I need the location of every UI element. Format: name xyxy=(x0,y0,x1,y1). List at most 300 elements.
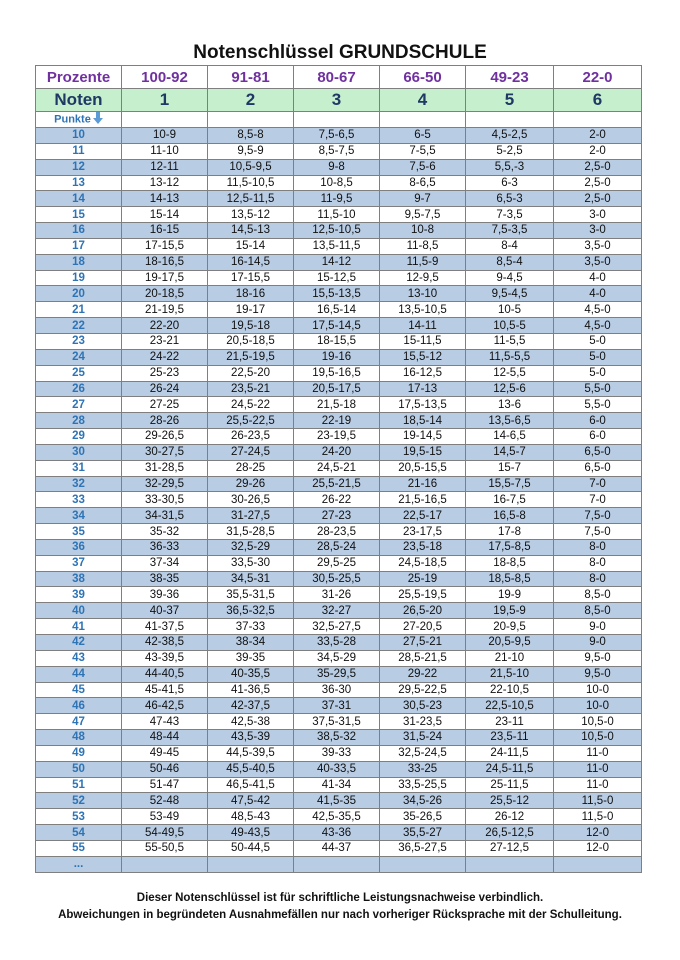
range-cell: 37-33 xyxy=(208,619,294,635)
table-row xyxy=(36,555,642,571)
grade-2: 2 xyxy=(208,89,294,112)
range-cell: 24-20 xyxy=(294,444,380,460)
range-cell: 15-7 xyxy=(466,460,554,476)
range-cell: 13-10 xyxy=(380,286,466,302)
range-cell: 6,5-0 xyxy=(554,444,642,460)
points-cell: 36 xyxy=(36,539,122,555)
grade-1: 1 xyxy=(122,89,208,112)
arrow-down-icon xyxy=(93,112,103,127)
table-row xyxy=(36,619,642,635)
grade-4: 4 xyxy=(380,89,466,112)
range-cell: 22,5-17 xyxy=(380,508,466,524)
grade-3: 3 xyxy=(294,89,380,112)
range-cell: 31-28,5 xyxy=(122,460,208,476)
range-cell: 20,5-15,5 xyxy=(380,460,466,476)
points-cell: 42 xyxy=(36,635,122,651)
range-cell: 34-31,5 xyxy=(122,508,208,524)
range-cell: 13,5-11,5 xyxy=(294,238,380,254)
range-cell: 30,5-25,5 xyxy=(294,571,380,587)
range-cell: 23-19,5 xyxy=(294,429,380,445)
points-cell: 19 xyxy=(36,270,122,286)
range-cell: 10-9 xyxy=(122,128,208,144)
range-cell: 49-43,5 xyxy=(208,825,294,841)
range-cell: 11-9,5 xyxy=(294,191,380,207)
range-cell: 17-15,5 xyxy=(122,238,208,254)
range-cell: 14-6,5 xyxy=(466,429,554,445)
range-cell: 17,5-13,5 xyxy=(380,397,466,413)
range-cell: 42-38,5 xyxy=(122,635,208,651)
range-cell: 17-15,5 xyxy=(208,270,294,286)
range-cell: 23,5-21 xyxy=(208,381,294,397)
range-cell: 24,5-11,5 xyxy=(466,761,554,777)
table-row xyxy=(36,650,642,666)
points-cell: 43 xyxy=(36,650,122,666)
range-cell: 24-11,5 xyxy=(466,745,554,761)
table-row xyxy=(36,349,642,365)
range-cell: 4-0 xyxy=(554,270,642,286)
percent-range-6: 22-0 xyxy=(554,66,642,89)
range-cell: 19-16 xyxy=(294,349,380,365)
table-row xyxy=(36,825,642,841)
range-cell: 7,5-3,5 xyxy=(466,223,554,239)
range-cell: 28-23,5 xyxy=(294,524,380,540)
range-cell: 29,5-22,5 xyxy=(380,682,466,698)
points-cell: 45 xyxy=(36,682,122,698)
points-cell: 18 xyxy=(36,254,122,270)
range-cell: 7-3,5 xyxy=(466,207,554,223)
points-cell: 20 xyxy=(36,286,122,302)
range-cell: 5-0 xyxy=(554,333,642,349)
table-row xyxy=(36,333,642,349)
percent-range-4: 66-50 xyxy=(380,66,466,89)
range-cell: 9,5-9 xyxy=(208,143,294,159)
range-cell: 18-16,5 xyxy=(122,254,208,270)
range-cell: 34,5-31 xyxy=(208,571,294,587)
range-cell: 7,5-6,5 xyxy=(294,128,380,144)
range-cell: 7,5-6 xyxy=(380,159,466,175)
percent-header-row xyxy=(36,66,642,89)
range-cell: 36-30 xyxy=(294,682,380,698)
points-cell: 31 xyxy=(36,460,122,476)
table-row xyxy=(36,539,642,555)
points-cell: 17 xyxy=(36,238,122,254)
range-cell: 9,5-0 xyxy=(554,650,642,666)
range-cell: 23-17,5 xyxy=(380,524,466,540)
table-row xyxy=(36,666,642,682)
range-cell: 35-32 xyxy=(122,524,208,540)
range-cell: 21-16 xyxy=(380,476,466,492)
range-cell: 19-17 xyxy=(208,302,294,318)
range-cell: 29-26,5 xyxy=(122,429,208,445)
range-cell: 11-10 xyxy=(122,143,208,159)
range-cell: 32,5-27,5 xyxy=(294,619,380,635)
points-cell: 51 xyxy=(36,777,122,793)
table-row xyxy=(36,492,642,508)
range-cell: 19,5-15 xyxy=(380,444,466,460)
range-cell: 42,5-35,5 xyxy=(294,809,380,825)
range-cell: 15-14 xyxy=(208,238,294,254)
range-cell: 11,5-0 xyxy=(554,793,642,809)
range-cell: 27-25 xyxy=(122,397,208,413)
range-cell: 21,5-10 xyxy=(466,666,554,682)
range-cell: 11-5,5 xyxy=(466,333,554,349)
percent-range-1: 100-92 xyxy=(122,66,208,89)
range-cell: 19-17,5 xyxy=(122,270,208,286)
range-cell: 22-10,5 xyxy=(466,682,554,698)
range-cell: 7,5-0 xyxy=(554,508,642,524)
range-cell: 39-36 xyxy=(122,587,208,603)
range-cell: 47-43 xyxy=(122,714,208,730)
points-cell: 53 xyxy=(36,809,122,825)
table-row xyxy=(36,714,642,730)
range-cell: 44-40,5 xyxy=(122,666,208,682)
range-cell: 10-0 xyxy=(554,698,642,714)
range-cell: 13,5-10,5 xyxy=(380,302,466,318)
range-cell: 46,5-41,5 xyxy=(208,777,294,793)
points-cell: 44 xyxy=(36,666,122,682)
range-cell: 32,5-29 xyxy=(208,539,294,555)
range-cell: 13-6 xyxy=(466,397,554,413)
range-cell: 41-37,5 xyxy=(122,619,208,635)
range-cell: 26-22 xyxy=(294,492,380,508)
grade-6: 6 xyxy=(554,89,642,112)
range-cell: 16-12,5 xyxy=(380,365,466,381)
range-cell: 35,5-27 xyxy=(380,825,466,841)
range-cell: 31-27,5 xyxy=(208,508,294,524)
range-cell: 19,5-16,5 xyxy=(294,365,380,381)
range-cell: 21,5-18 xyxy=(294,397,380,413)
points-cell: 23 xyxy=(36,333,122,349)
range-cell: 20,5-18,5 xyxy=(208,333,294,349)
range-cell: 4,5-2,5 xyxy=(466,128,554,144)
range-cell: 17-13 xyxy=(380,381,466,397)
range-cell: 10,5-0 xyxy=(554,714,642,730)
range-cell: 25,5-21,5 xyxy=(294,476,380,492)
points-cell: 47 xyxy=(36,714,122,730)
range-cell: 10,5-0 xyxy=(554,730,642,746)
page-title: Notenschlüssel GRUNDSCHULE xyxy=(193,42,487,63)
table-row xyxy=(36,365,642,381)
range-cell: 30-27,5 xyxy=(122,444,208,460)
range-cell: 30,5-23 xyxy=(380,698,466,714)
range-cell: 18-16 xyxy=(208,286,294,302)
range-cell: 19,5-18 xyxy=(208,318,294,334)
range-cell: 3-0 xyxy=(554,207,642,223)
range-cell: 24,5-21 xyxy=(294,460,380,476)
points-cell: 11 xyxy=(36,143,122,159)
range-cell: 42-37,5 xyxy=(208,698,294,714)
range-cell: 14,5-7 xyxy=(466,444,554,460)
range-cell: 26-23,5 xyxy=(208,429,294,445)
footer-line-2: Abweichungen in begründeten Ausnahmefällen nur nach vorheriger Rücksprache mit der Schulleitung. xyxy=(58,909,622,921)
grade-label: Noten xyxy=(36,89,122,112)
range-cell: 22,5-20 xyxy=(208,365,294,381)
range-cell: 33,5-25,5 xyxy=(380,777,466,793)
range-cell: 29,5-25 xyxy=(294,555,380,571)
range-cell: 21-10 xyxy=(466,650,554,666)
range-cell: 2,5-0 xyxy=(554,175,642,191)
range-cell: 41,5-35 xyxy=(294,793,380,809)
range-cell: 28-26 xyxy=(122,413,208,429)
table-row xyxy=(36,730,642,746)
range-cell: 9,5-0 xyxy=(554,666,642,682)
table-row xyxy=(36,238,642,254)
range-cell: 8,5-0 xyxy=(554,603,642,619)
range-cell: 11,5-10,5 xyxy=(208,175,294,191)
points-cell: 40 xyxy=(36,603,122,619)
range-cell: 7-0 xyxy=(554,476,642,492)
range-cell: 16-15 xyxy=(122,223,208,239)
range-cell: 10,5-5 xyxy=(466,318,554,334)
range-cell: 39-35 xyxy=(208,650,294,666)
range-cell: 41-36,5 xyxy=(208,682,294,698)
table-row xyxy=(36,809,642,825)
percent-range-3: 80-67 xyxy=(294,66,380,89)
points-cell: 30 xyxy=(36,444,122,460)
range-cell: 25-23 xyxy=(122,365,208,381)
range-cell: 28-25 xyxy=(208,460,294,476)
range-cell: 8-0 xyxy=(554,571,642,587)
range-cell: 10,5-9,5 xyxy=(208,159,294,175)
range-cell: 10-5 xyxy=(466,302,554,318)
table-row xyxy=(36,175,642,191)
range-cell: 48,5-43 xyxy=(208,809,294,825)
range-cell: 26,5-12,5 xyxy=(466,825,554,841)
range-cell: 17,5-14,5 xyxy=(294,318,380,334)
range-cell: 43-36 xyxy=(294,825,380,841)
range-cell: 28,5-21,5 xyxy=(380,650,466,666)
range-cell: 21-19,5 xyxy=(122,302,208,318)
range-cell: 18,5-8,5 xyxy=(466,571,554,587)
footer-note xyxy=(0,890,680,924)
range-cell: 24,5-22 xyxy=(208,397,294,413)
range-cell: 25,5-22,5 xyxy=(208,413,294,429)
table-row xyxy=(36,682,642,698)
table-row xyxy=(36,571,642,587)
range-cell: 18-15,5 xyxy=(294,333,380,349)
table-row xyxy=(36,476,642,492)
range-cell: 44,5-39,5 xyxy=(208,745,294,761)
range-cell: 31,5-24 xyxy=(380,730,466,746)
points-cell: 37 xyxy=(36,555,122,571)
range-cell: 43,5-39 xyxy=(208,730,294,746)
range-cell: 2-0 xyxy=(554,143,642,159)
range-cell: 43-39,5 xyxy=(122,650,208,666)
points-label-cell xyxy=(36,112,122,128)
points-header-row xyxy=(36,112,642,128)
range-cell: 35,5-31,5 xyxy=(208,587,294,603)
range-cell: 23-21 xyxy=(122,333,208,349)
range-cell: 2,5-0 xyxy=(554,159,642,175)
range-cell: 20,5-9,5 xyxy=(466,635,554,651)
range-cell: 41-34 xyxy=(294,777,380,793)
range-cell: 18-8,5 xyxy=(466,555,554,571)
grade-5: 5 xyxy=(466,89,554,112)
range-cell: 4,5-0 xyxy=(554,302,642,318)
range-cell: 40-37 xyxy=(122,603,208,619)
range-cell: 16-14,5 xyxy=(208,254,294,270)
points-cell: 10 xyxy=(36,128,122,144)
range-cell: 25,5-19,5 xyxy=(380,587,466,603)
range-cell: 8-4 xyxy=(466,238,554,254)
points-cell: 50 xyxy=(36,761,122,777)
table-row xyxy=(36,460,642,476)
range-cell: 2,5-0 xyxy=(554,191,642,207)
table-row xyxy=(36,508,642,524)
range-cell: 46-42,5 xyxy=(122,698,208,714)
points-cell: 34 xyxy=(36,508,122,524)
range-cell: 32-29,5 xyxy=(122,476,208,492)
table-row xyxy=(36,286,642,302)
range-cell: 15-14 xyxy=(122,207,208,223)
table-row xyxy=(36,761,642,777)
range-cell: 55-50,5 xyxy=(122,840,208,856)
points-cell: 49 xyxy=(36,745,122,761)
points-cell: 26 xyxy=(36,381,122,397)
table-row xyxy=(36,159,642,175)
range-cell: 47,5-42 xyxy=(208,793,294,809)
points-cell: 22 xyxy=(36,318,122,334)
range-cell: 22-20 xyxy=(122,318,208,334)
grade-key-table xyxy=(35,65,642,873)
table-row xyxy=(36,143,642,159)
range-cell: 6-0 xyxy=(554,429,642,445)
range-cell: 6-5 xyxy=(380,128,466,144)
points-cell: 38 xyxy=(36,571,122,587)
table-row xyxy=(36,429,642,445)
range-cell: 16,5-14 xyxy=(294,302,380,318)
range-cell: 4-0 xyxy=(554,286,642,302)
points-cell: 24 xyxy=(36,349,122,365)
range-cell: 26-12 xyxy=(466,809,554,825)
range-cell: 10-8,5 xyxy=(294,175,380,191)
range-cell: 50-44,5 xyxy=(208,840,294,856)
range-cell: 7-5,5 xyxy=(380,143,466,159)
points-cell: 41 xyxy=(36,619,122,635)
range-cell: 8-0 xyxy=(554,539,642,555)
range-cell: 8,5-7,5 xyxy=(294,143,380,159)
points-cell: 21 xyxy=(36,302,122,318)
range-cell: 6-3 xyxy=(466,175,554,191)
points-cell: 14 xyxy=(36,191,122,207)
table-row xyxy=(36,635,642,651)
range-cell: 40-33,5 xyxy=(294,761,380,777)
range-cell: 15,5-7,5 xyxy=(466,476,554,492)
range-cell: 16,5-8 xyxy=(466,508,554,524)
points-cell: 29 xyxy=(36,429,122,445)
range-cell: 8,5-8 xyxy=(208,128,294,144)
range-cell: 3,5-0 xyxy=(554,254,642,270)
range-cell: 52-48 xyxy=(122,793,208,809)
table-row xyxy=(36,524,642,540)
range-cell: 9-0 xyxy=(554,619,642,635)
footer-line-1: Dieser Notenschlüssel ist für schriftliche Leistungsnachweise verbindlich. xyxy=(136,892,544,904)
range-cell: 35-29,5 xyxy=(294,666,380,682)
grade-header-row xyxy=(36,89,642,112)
range-cell: 9-0 xyxy=(554,635,642,651)
range-cell: 12-5,5 xyxy=(466,365,554,381)
range-cell: 27,5-21 xyxy=(380,635,466,651)
range-cell: 5,5-0 xyxy=(554,397,642,413)
table-row xyxy=(36,254,642,270)
percent-range-2: 91-81 xyxy=(208,66,294,89)
range-cell: 29-26 xyxy=(208,476,294,492)
points-cell: 16 xyxy=(36,223,122,239)
range-cell: 36,5-27,5 xyxy=(380,840,466,856)
range-cell: 33,5-30 xyxy=(208,555,294,571)
points-cell: 32 xyxy=(36,476,122,492)
range-cell: 20,5-17,5 xyxy=(294,381,380,397)
range-cell: 15-11,5 xyxy=(380,333,466,349)
range-cell: 11-0 xyxy=(554,761,642,777)
table-row xyxy=(36,745,642,761)
table-row xyxy=(36,840,642,856)
range-cell: 11-8,5 xyxy=(380,238,466,254)
range-cell: 12,5-10,5 xyxy=(294,223,380,239)
range-cell: 23,5-18 xyxy=(380,539,466,555)
range-cell: 23-11 xyxy=(466,714,554,730)
range-cell: 23,5-11 xyxy=(466,730,554,746)
range-cell: 12,5-6 xyxy=(466,381,554,397)
continuation-row xyxy=(36,856,642,872)
range-cell: 9-8 xyxy=(294,159,380,175)
range-cell: 27-23 xyxy=(294,508,380,524)
range-cell: 12-11 xyxy=(122,159,208,175)
range-cell: 18,5-14 xyxy=(380,413,466,429)
continuation-ellipsis: ... xyxy=(36,856,122,872)
range-cell: 12-0 xyxy=(554,840,642,856)
range-cell: 24,5-18,5 xyxy=(380,555,466,571)
range-cell: 31-26 xyxy=(294,587,380,603)
range-cell: 13,5-12 xyxy=(208,207,294,223)
table-row xyxy=(36,444,642,460)
range-cell: 5,5,-3 xyxy=(466,159,554,175)
range-cell: 25-19 xyxy=(380,571,466,587)
range-cell: 54-49,5 xyxy=(122,825,208,841)
range-cell: 31,5-28,5 xyxy=(208,524,294,540)
range-cell: 8-6,5 xyxy=(380,175,466,191)
range-cell: 27-12,5 xyxy=(466,840,554,856)
range-cell: 11,5-9 xyxy=(380,254,466,270)
table-row xyxy=(36,318,642,334)
range-cell: 5-2,5 xyxy=(466,143,554,159)
range-cell: 30-26,5 xyxy=(208,492,294,508)
range-cell: 22,5-10,5 xyxy=(466,698,554,714)
range-cell: 39-33 xyxy=(294,745,380,761)
range-cell: 5-0 xyxy=(554,349,642,365)
range-cell: 17,5-8,5 xyxy=(466,539,554,555)
range-cell: 9-4,5 xyxy=(466,270,554,286)
range-cell: 15,5-13,5 xyxy=(294,286,380,302)
range-cell: 15-12,5 xyxy=(294,270,380,286)
range-cell: 51-47 xyxy=(122,777,208,793)
range-cell: 19-9 xyxy=(466,587,554,603)
table-row xyxy=(36,302,642,318)
range-cell: 37-31 xyxy=(294,698,380,714)
range-cell: 8,5-4 xyxy=(466,254,554,270)
range-cell: 38-35 xyxy=(122,571,208,587)
points-cell: 28 xyxy=(36,413,122,429)
range-cell: 6-0 xyxy=(554,413,642,429)
range-cell: 19,5-9 xyxy=(466,603,554,619)
points-cell: 52 xyxy=(36,793,122,809)
range-cell: 17-8 xyxy=(466,524,554,540)
range-cell: 12-9,5 xyxy=(380,270,466,286)
range-cell: 44-37 xyxy=(294,840,380,856)
range-cell: 3-0 xyxy=(554,223,642,239)
table-row xyxy=(36,191,642,207)
points-cell: 39 xyxy=(36,587,122,603)
